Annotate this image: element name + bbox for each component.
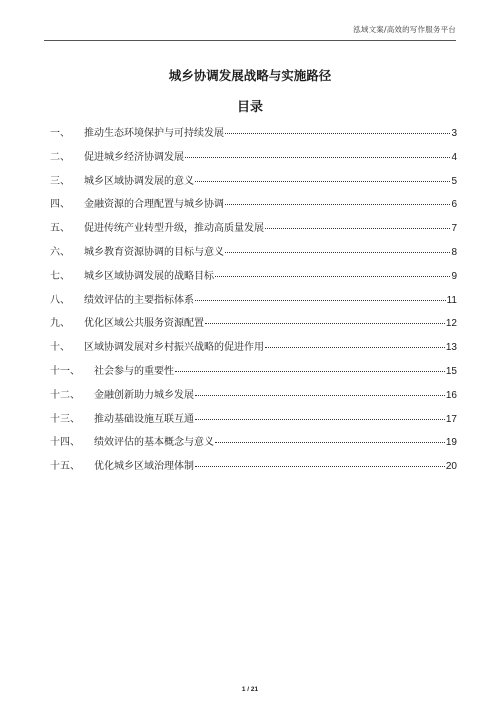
toc-dot-leader [195, 181, 450, 182]
toc-dot-leader [195, 395, 445, 396]
toc-entry[interactable] [50, 195, 457, 219]
toc-entry-title: 区域协调发展对乡村振兴战略的促进作用 [84, 342, 264, 354]
toc-dot-leader [265, 228, 450, 229]
page-number: 1 / 21 [241, 686, 259, 693]
page-header: 泓域文案/高效的写作服务平台 [353, 25, 456, 34]
toc-entry-page: 13 [445, 342, 457, 354]
toc-entry-number: 十四、 [50, 437, 80, 449]
toc-entry[interactable] [50, 219, 457, 243]
toc-entry[interactable] [50, 267, 457, 291]
toc-dot-leader [195, 419, 445, 420]
toc-entry-page: 9 [451, 270, 457, 282]
toc-entry-number: 十五、 [50, 461, 80, 473]
toc-entry[interactable] [50, 124, 457, 148]
toc-entry[interactable] [50, 172, 457, 196]
toc-dot-leader [265, 347, 445, 348]
toc-entry-number: 四、 [50, 199, 70, 211]
toc-entry[interactable] [50, 243, 457, 267]
toc-dot-leader [185, 157, 450, 158]
toc-entry-number: 十三、 [50, 413, 80, 425]
toc-entry[interactable] [50, 410, 457, 434]
toc-entry-number: 六、 [50, 246, 70, 258]
toc-entry[interactable] [50, 338, 457, 362]
toc-entry-page: 11 [446, 294, 457, 306]
toc-dot-leader [215, 276, 450, 277]
toc-dot-leader [225, 133, 450, 134]
toc-entry-title: 城乡教育资源协调的目标与意义 [84, 246, 224, 258]
toc-entry-title: 推动生态环境保护与可持续发展 [84, 128, 224, 139]
toc-entry-number: 十、 [50, 342, 70, 354]
toc-entry-page: 8 [451, 246, 457, 258]
toc-dot-leader [195, 466, 445, 467]
toc-entry-page: 12 [445, 318, 457, 330]
toc-entry[interactable] [50, 291, 457, 315]
toc-entry-title: 优化城乡区域治理体制 [94, 461, 194, 473]
toc-entry-title: 绩效评估的主要指标体系 [84, 294, 194, 306]
toc-entry-title: 促进传统产业转型升级，推动高质量发展 [84, 223, 264, 235]
toc-heading: 目录 [236, 100, 263, 115]
toc-dot-leader [225, 204, 450, 205]
table-of-contents [50, 124, 457, 481]
toc-entry[interactable] [50, 457, 457, 481]
toc-entry-page: 16 [445, 389, 457, 401]
toc-entry-title: 城乡区域协调发展的意义 [84, 175, 194, 187]
toc-entry-number: 十一、 [50, 365, 80, 377]
toc-entry-number: 二、 [50, 151, 70, 163]
toc-entry-title: 优化区域公共服务资源配置 [84, 318, 204, 330]
toc-dot-leader [225, 252, 450, 253]
toc-entry-page: 4 [451, 151, 457, 163]
toc-entry-title: 金融资源的合理配置与城乡协调 [84, 199, 224, 211]
toc-entry-page: 5 [451, 175, 457, 187]
toc-entry-title: 绩效评估的基本概念与意义 [94, 437, 214, 449]
toc-entry[interactable] [50, 386, 457, 410]
header-divider [44, 40, 456, 41]
toc-entry-page: 15 [445, 365, 457, 377]
toc-dot-leader [195, 300, 446, 301]
toc-dot-leader [205, 323, 445, 324]
toc-entry-title: 社会参与的重要性 [94, 365, 174, 377]
toc-entry-page: 20 [445, 461, 457, 473]
toc-entry-number: 一、 [50, 128, 70, 139]
toc-entry[interactable] [50, 362, 457, 386]
toc-entry-title: 促进城乡经济协调发展 [84, 151, 184, 163]
toc-entry-page: 3 [451, 128, 457, 139]
toc-entry[interactable] [50, 148, 457, 172]
toc-entry-number: 十二、 [50, 389, 80, 401]
toc-dot-leader [215, 442, 445, 443]
toc-entry-page: 7 [451, 223, 457, 235]
document-title: 城乡协调发展战略与实施路径 [168, 68, 332, 83]
toc-entry-number: 五、 [50, 223, 70, 235]
toc-entry-title: 推动基础设施互联互通 [94, 413, 194, 425]
toc-entry-number: 七、 [50, 270, 70, 282]
toc-entry-page: 19 [445, 437, 457, 449]
toc-entry-page: 6 [451, 199, 457, 211]
toc-entry-number: 三、 [50, 175, 70, 187]
toc-entry-title: 城乡区域协调发展的战略目标 [84, 270, 214, 282]
toc-entry[interactable] [50, 314, 457, 338]
toc-dot-leader [175, 371, 445, 372]
toc-entry-number: 八、 [50, 294, 70, 306]
toc-entry-page: 17 [445, 413, 457, 425]
toc-entry-title: 金融创新助力城乡发展 [94, 389, 194, 401]
toc-entry-number: 九、 [50, 318, 70, 330]
toc-entry[interactable] [50, 433, 457, 457]
